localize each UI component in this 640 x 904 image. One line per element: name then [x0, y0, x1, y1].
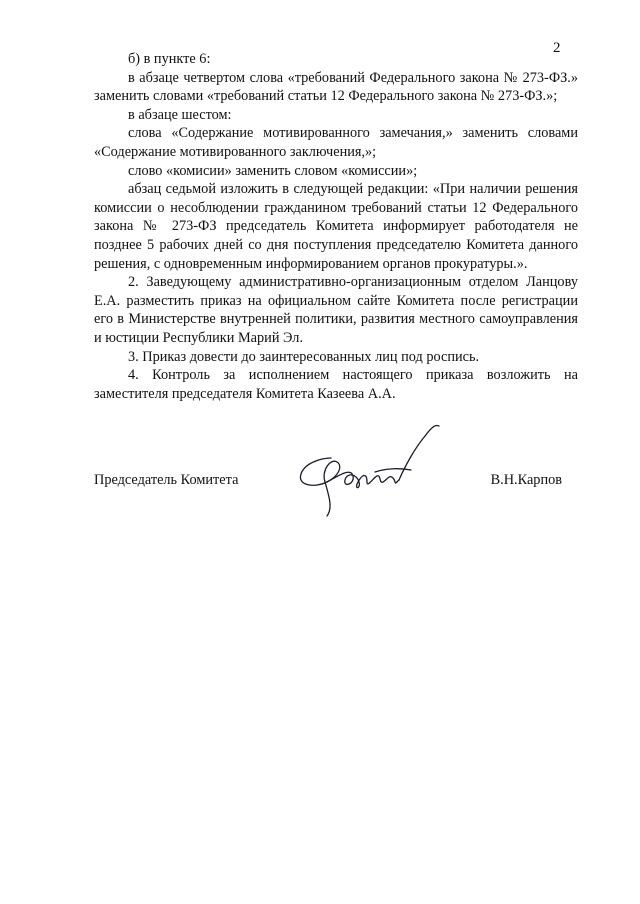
signatory-name: В.Н.Карпов: [490, 472, 562, 488]
page-number: 2: [553, 40, 561, 56]
paragraph-abzac-4: в абзаце четвертом слова «требований Федерального закона № 273-ФЗ.» заменить словами «требований статьи 12 Федерального закона № 273-ФЗ.»;: [94, 69, 578, 105]
paragraph-abzac-6-words: слова «Содержание мотивированного замечания,» заменить словами «Содержание мотивированного заключения,»;: [94, 125, 578, 160]
paragraph-item-4: 4. Контроль за исполнением настоящего приказа возложить на заместителя председателя Комитета Казеева А.А.: [94, 367, 578, 402]
handwritten-signature: [293, 422, 443, 522]
paragraph-abzac-6-heading: в абзаце шестом:: [128, 106, 232, 123]
paragraph-point-b: б) в пункте 6:: [128, 51, 211, 67]
document-body: [94, 50, 578, 403]
paragraph-item-3: 3. Приказ довести до заинтересованных лиц под роспись.: [128, 348, 480, 365]
paragraph-item-2: 2. Заведующему административно-организационным отделом Ланцову Е.А. разместить приказ на официальном сайте Комитета после регистрации его в Министерстве внутренней политики, развития местного самоуправления и юстиции Республики Марий Эл.: [94, 274, 578, 346]
paragraph-abzac-7: абзац седьмой изложить в следующей редакции: «При наличии решения комиссии о несоблюдении гражданином требований статьи 12 Федерального закона № 273-ФЗ председатель Комитета информирует работодателя не позднее 5 рабочих дней со дня поступления председателю Комитета данного решения, с одновременным информированием органов прокуратуры.».: [94, 181, 578, 272]
signatory-role: Председатель Комитета: [94, 472, 239, 488]
paragraph-word-commission: слово «комисии» заменить словом «комиссии»;: [128, 162, 418, 179]
